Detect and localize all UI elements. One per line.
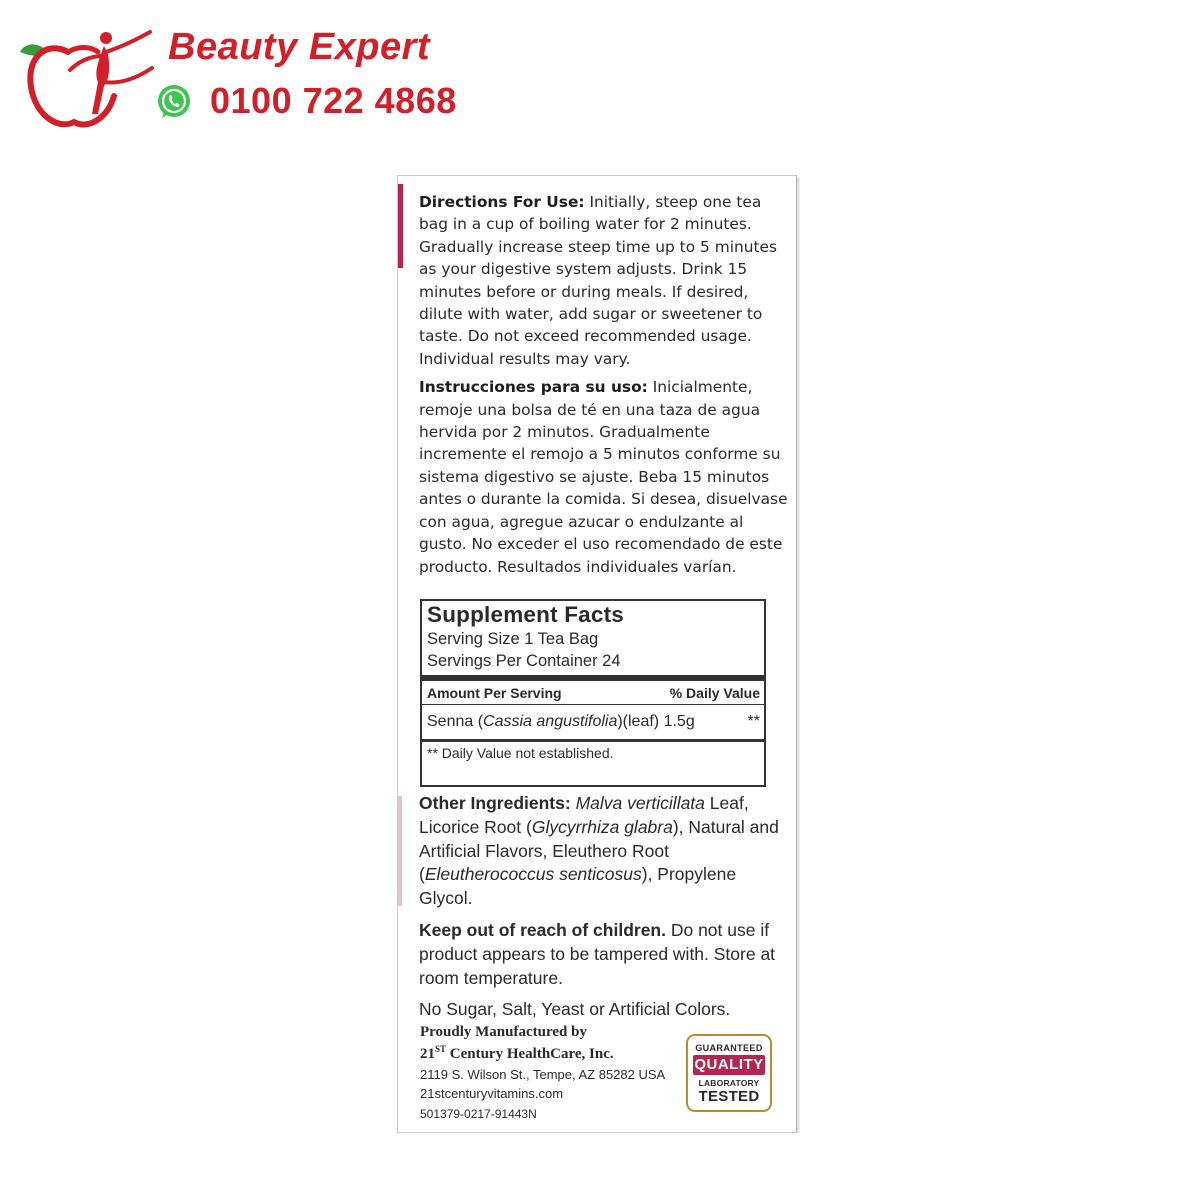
accent-bar [398, 184, 403, 268]
badge-laboratory: LABORATORY [698, 1078, 760, 1088]
directions-es [419, 376, 791, 578]
badge-quality: QUALITY [694, 1056, 764, 1073]
amount-per-serving-header: Amount Per Serving [427, 685, 562, 701]
whatsapp-icon[interactable] [154, 82, 194, 122]
other-ingredients-heading: Other Ingredients: [419, 793, 571, 813]
other-ingredients: Other Ingredients: Malva verticillata Leaf, Licorice Root (Glycyrrhiza glabra), Natural and Artificial Flavors, Eleuthero Root (Eleutherococcus senticosus), Propylene Glycol. [419, 793, 779, 909]
instrucciones-heading: Instrucciones para su uso: [419, 378, 648, 397]
panel-shadow [797, 178, 800, 1133]
instrucciones-text: Inicialmente, remoje una bolsa de té en una taza de agua hervida por 2 minutos. Gradualmente incremente el remojo a 5 minutos conforme su sistema digestivo se ajuste. Beba 15 minutos antes o durante la comida. Si desea, disuelvase con agua, agregue azucar o endulzante al gusto. No exceder el uso recomendado de este producto. Resultados individuales varían. [419, 378, 788, 576]
label-panel [397, 175, 797, 1133]
directions-heading: Directions For Use: [419, 193, 585, 211]
product-code: 501379-0217-91443N [420, 1107, 537, 1121]
facts-bottom-rule [422, 739, 764, 742]
daily-value-header: % Daily Value [669, 685, 760, 701]
directions-text: Initially, steep one tea bag in a cup of boiling water for 2 minutes. Gradually increase steep time up to 5 minutes as your digestive system adjusts. Drink 15 minutes before or during meals. If desired, dilute with water, add sugar or sweetener to taste. Do not exceed recommended usage. Individual results may vary. [419, 193, 778, 368]
manufacturer-block [420, 1024, 700, 1121]
manufacturer-name: 21ST Century HealthCare, Inc. [420, 1044, 614, 1062]
badge-guaranteed: GUARANTEED [695, 1043, 763, 1053]
directions-section [419, 191, 791, 584]
no-sugar-text: No Sugar, Salt, Yeast or Artificial Colors. [419, 999, 731, 1020]
serving-size: Serving Size 1 Tea Bag [427, 630, 599, 648]
facts-title: Supplement Facts [427, 602, 624, 627]
accent-bar-faint [398, 796, 402, 906]
facts-thin-rule [422, 704, 764, 705]
phone-number[interactable]: 0100 722 4868 [210, 80, 457, 121]
directions-en [419, 191, 791, 370]
senna-daily-value: ** [747, 713, 760, 730]
quality-badge [686, 1034, 772, 1112]
brand-name: Beauty Expert [168, 26, 431, 68]
facts-header-row [427, 685, 760, 701]
facts-thick-rule [422, 675, 764, 681]
warning-heading: Keep out of reach of children. [419, 919, 666, 940]
senna-ingredient: Senna (Cassia angustifolia)(leaf) 1.5g [427, 713, 695, 730]
apple-dancer-logo [18, 22, 158, 132]
ingredients-section [419, 792, 779, 1030]
warning-text: Keep out of reach of children. Do not use if product appears to be tampered with. Store at room temperature. [419, 919, 776, 988]
badge-tested: TESTED [698, 1088, 760, 1105]
manufacturer-address: 2119 S. Wilson St., Tempe, AZ 85282 USA [420, 1067, 666, 1082]
manufacturer-website: 21stcenturyvitamins.com [420, 1086, 564, 1101]
servings-per-container: Servings Per Container 24 [427, 652, 621, 670]
supplement-facts-table [420, 599, 766, 787]
manufacturer-by: Proudly Manufactured by [420, 1024, 587, 1040]
facts-footnote: ** Daily Value not established. [427, 745, 614, 761]
facts-row-senna [427, 713, 760, 731]
